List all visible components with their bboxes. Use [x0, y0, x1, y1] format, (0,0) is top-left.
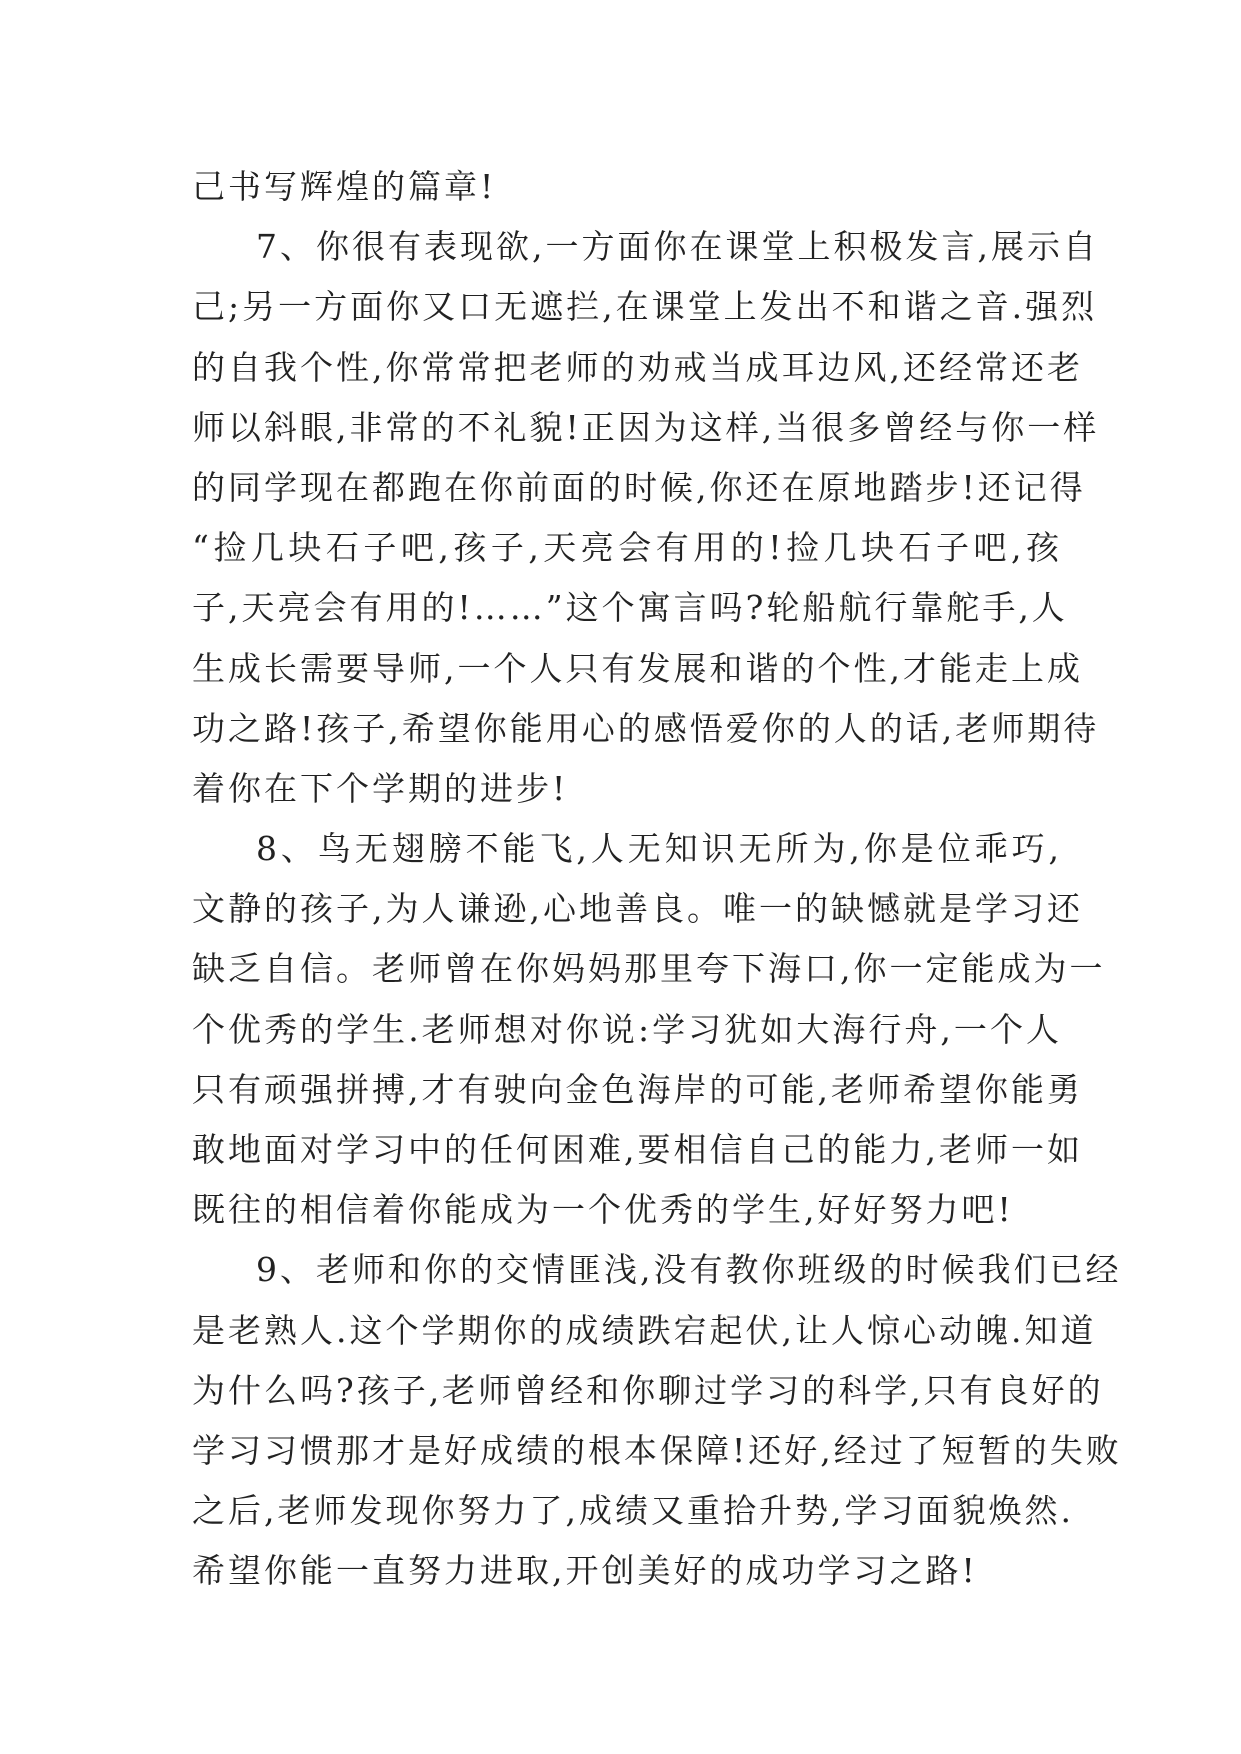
text-line: 之后,老师发现你努力了,成绩又重拾升势,学习面貌焕然. [192, 1491, 1074, 1531]
text-line: 的自我个性,你常常把老师的劝戒当成耳边风,还经常还老 [192, 347, 1083, 387]
document-body [192, 157, 1122, 1602]
text-line: 己书写辉煌的篇章! [192, 167, 497, 206]
text-line: 是老熟人.这个学期你的成绩跌宕起伏,让人惊心动魄.知道 [192, 1310, 1097, 1350]
text-line: 8、鸟无翅膀不能飞,人无知识无所为,你是位乖巧, [256, 829, 1062, 869]
text-line: 7、你很有表现欲,一方面你在课堂上积极发言,展示自 [256, 227, 1099, 267]
text-line: 功之路!孩子,希望你能用心的感悟爱你的人的话,老师期待 [192, 708, 1100, 748]
text-line: 既往的相信着你能成为一个优秀的学生,好好努力吧! [192, 1190, 1014, 1230]
text-line: 9、老师和你的交情匪浅,没有教你班级的时候我们已经 [256, 1250, 1122, 1290]
text-line: 为什么吗?孩子,老师曾经和你聊过学习的科学,只有良好的 [192, 1370, 1104, 1410]
text-line: 文静的孩子,为人谦逊,心地善良。唯一的缺憾就是学习还 [192, 889, 1083, 929]
text-line: 只有顽强拼搏,才有驶向金色海岸的可能,老师希望你能勇 [192, 1069, 1083, 1109]
text-line: “捡几块石子吧,孩子,天亮会有用的!捡几块石子吧,孩 [192, 528, 1062, 568]
text-line: 敢地面对学习中的任何困难,要相信自己的能力,老师一如 [192, 1130, 1083, 1169]
text-line: 希望你能一直努力进取,开创美好的成功学习之路! [192, 1551, 978, 1591]
text-line: 的同学现在都跑在你前面的时候,你还在原地踏步!还记得 [192, 467, 1086, 507]
text-line: 缺乏自信。老师曾在你妈妈那里夸下海口,你一定能成为一 [192, 949, 1106, 989]
text-line: 着你在下个学期的进步! [192, 768, 569, 808]
text-line: 生成长需要导师,一个人只有发展和谐的个性,才能走上成 [192, 648, 1083, 688]
text-line: 师以斜眼,非常的不礼貌!正因为这样,当很多曾经与你一样 [192, 407, 1100, 447]
text-line: 子,天亮会有用的!……”这个寓言吗?轮船航行靠舵手,人 [192, 588, 1068, 628]
text-line: 己;另一方面你又口无遮拦,在课堂上发出不和谐之音.强烈 [192, 287, 1098, 327]
text-line: 学习习惯那才是好成绩的根本保障!还好,经过了短暂的失败 [192, 1430, 1122, 1470]
text-line: 个优秀的学生.老师想对你说:学习犹如大海行舟,一个人 [192, 1009, 1062, 1049]
